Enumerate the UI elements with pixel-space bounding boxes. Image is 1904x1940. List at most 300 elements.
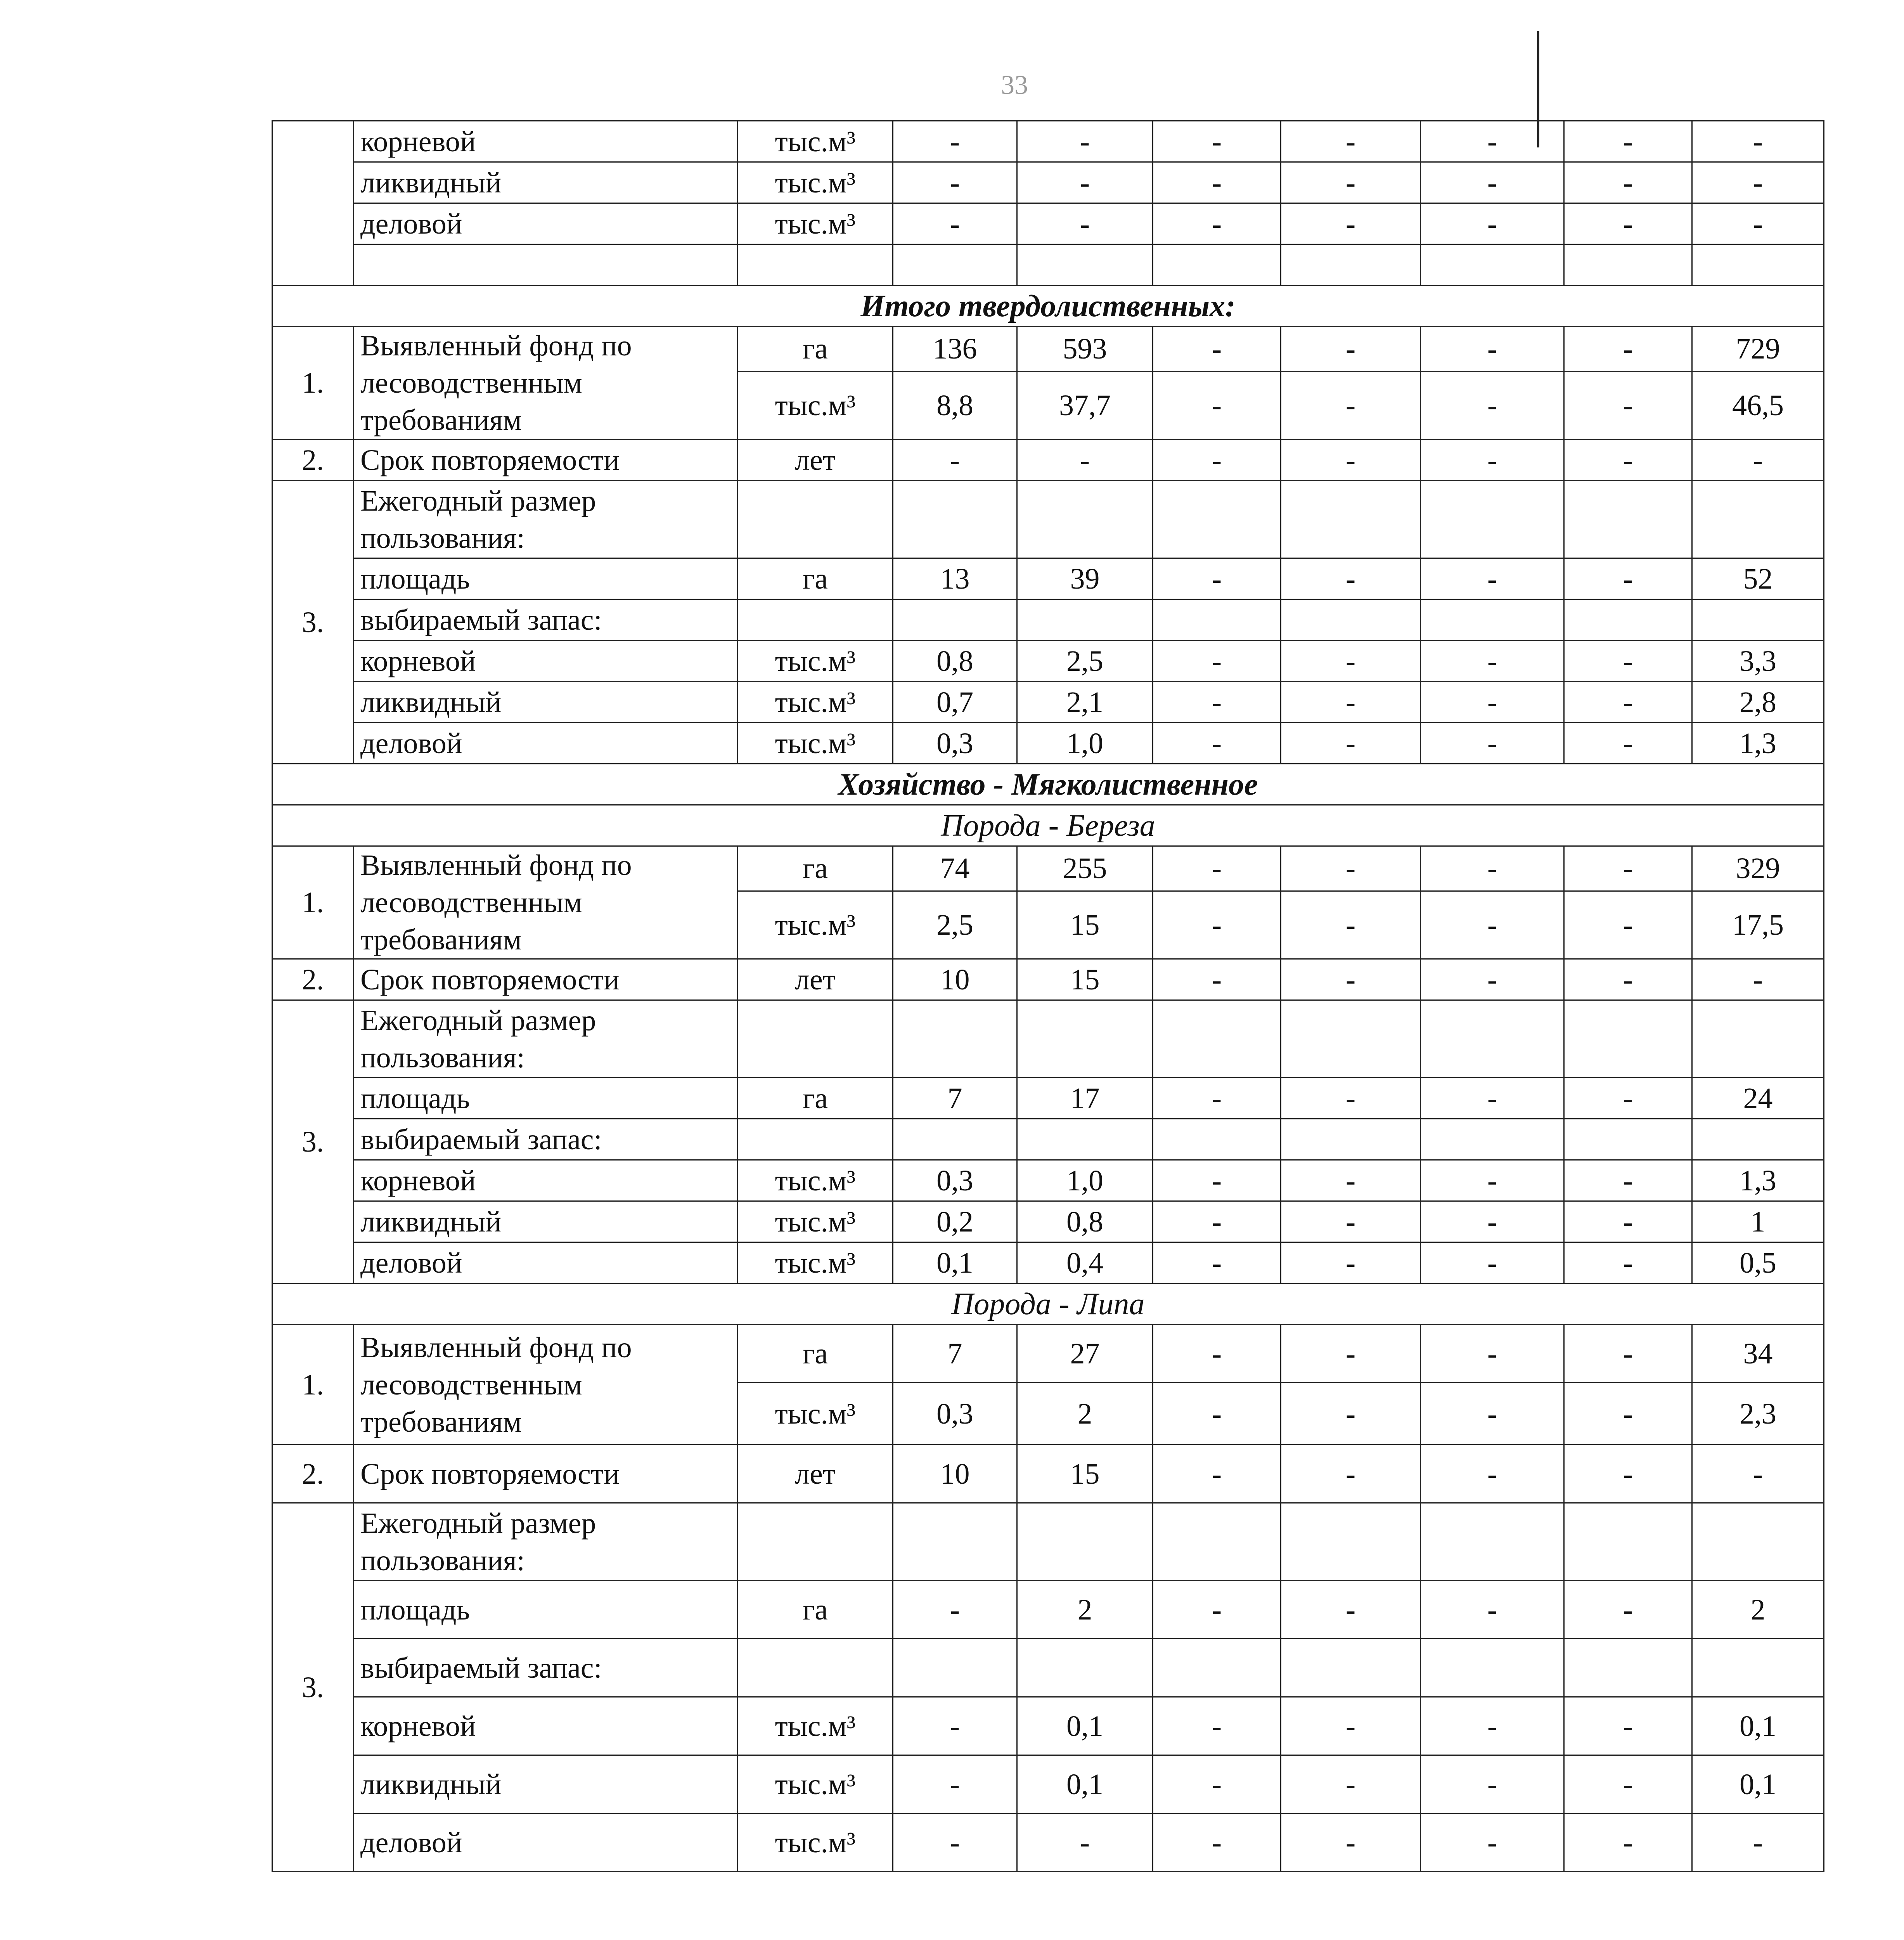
value-cell: 2,1: [1017, 682, 1153, 723]
value-cell: -: [1564, 1078, 1692, 1119]
num-cell: [272, 121, 354, 286]
value-cell: 13: [893, 558, 1017, 599]
value-cell: -: [1421, 1445, 1564, 1503]
value-cell: -: [1421, 1755, 1564, 1814]
value-cell: -: [893, 1697, 1017, 1755]
value-cell: -: [1153, 1445, 1281, 1503]
value-cell: -: [1281, 1697, 1421, 1755]
value-cell: -: [1692, 440, 1824, 481]
value-cell: -: [893, 1581, 1017, 1639]
area-label: площадь: [354, 1078, 738, 1119]
value-cell: -: [1421, 558, 1564, 599]
empty-cell: [893, 1119, 1017, 1160]
value-cell: -: [1421, 1383, 1564, 1445]
value-cell: 39: [1017, 558, 1153, 599]
empty-cell: [1692, 1119, 1824, 1160]
value-cell: 0,1: [1017, 1755, 1153, 1814]
value-cell: -: [1692, 121, 1824, 162]
value-cell: -: [1153, 371, 1281, 439]
value-cell: 2: [1017, 1581, 1153, 1639]
item-number: 3.: [272, 1503, 354, 1872]
value-cell: 329: [1692, 846, 1824, 891]
value-cell: -: [1281, 1755, 1421, 1814]
unit-cell: тыс.м³: [738, 1755, 893, 1814]
value-cell: -: [1564, 891, 1692, 959]
value-cell: -: [1421, 121, 1564, 162]
empty-cell: [1564, 1000, 1692, 1078]
empty-cell: [1153, 244, 1281, 286]
item-number: 2.: [272, 1445, 354, 1503]
value-cell: 0,3: [893, 723, 1017, 764]
value-cell: -: [1153, 641, 1281, 682]
value-cell: -: [1421, 1078, 1564, 1119]
stock-row: [272, 599, 1824, 641]
value-cell: 0,1: [893, 1242, 1017, 1284]
value-cell: -: [1281, 1242, 1421, 1284]
empty-cell: [1153, 1503, 1281, 1581]
annual-row: [272, 1503, 1824, 1581]
empty-cell: [1421, 1000, 1564, 1078]
empty-cell: [1153, 599, 1281, 641]
value-cell: 27: [1017, 1325, 1153, 1383]
empty-cell: [1421, 1639, 1564, 1697]
empty-cell: [1281, 1503, 1421, 1581]
value-cell: -: [1564, 723, 1692, 764]
empty-cell: [1281, 1000, 1421, 1078]
value-cell: 2,5: [893, 891, 1017, 959]
section-heading-row: [272, 805, 1824, 846]
business-row: [272, 723, 1824, 764]
value-cell: 0,3: [893, 1383, 1017, 1445]
unit-cell: тыс.м³: [738, 121, 893, 162]
value-cell: -: [1153, 891, 1281, 959]
value-cell: -: [1153, 203, 1281, 244]
value-cell: 2: [1692, 1581, 1824, 1639]
value-cell: 15: [1017, 891, 1153, 959]
value-cell: 8,8: [893, 371, 1017, 439]
empty-cell: [893, 1000, 1017, 1078]
value-cell: 7: [893, 1078, 1017, 1119]
linden-heading: Порода - Липа: [272, 1284, 1824, 1325]
area-row: [272, 1581, 1824, 1639]
value-cell: 10: [893, 959, 1017, 1000]
value-cell: -: [1421, 682, 1564, 723]
area-label: площадь: [354, 558, 738, 599]
item-number: 1.: [272, 327, 354, 440]
item-number: 3.: [272, 481, 354, 764]
value-cell: -: [1017, 203, 1153, 244]
item-number: 2.: [272, 959, 354, 1000]
value-cell: -: [893, 121, 1017, 162]
root-row: [272, 1697, 1824, 1755]
business-label: деловой: [354, 723, 738, 764]
fund-row: [272, 327, 1824, 372]
value-cell: 0,7: [893, 682, 1017, 723]
row-label: ликвидный: [354, 162, 738, 203]
empty-cell: [893, 1639, 1017, 1697]
value-cell: -: [1153, 846, 1281, 891]
value-cell: -: [1421, 1581, 1564, 1639]
value-cell: 0,8: [1017, 1201, 1153, 1242]
value-cell: 7: [893, 1325, 1017, 1383]
totals-heading: Итого твердолиственных:: [272, 286, 1824, 327]
value-cell: -: [1692, 162, 1824, 203]
value-cell: -: [1153, 1160, 1281, 1201]
liquid-row: [272, 1201, 1824, 1242]
value-cell: 10: [893, 1445, 1017, 1503]
continuation-row: [272, 121, 1824, 162]
empty-cell: [893, 599, 1017, 641]
value-cell: -: [1421, 1242, 1564, 1284]
root-label: корневой: [354, 1697, 738, 1755]
value-cell: -: [1564, 1160, 1692, 1201]
empty-cell: [1153, 1119, 1281, 1160]
empty-cell: [1281, 1639, 1421, 1697]
empty-cell: [1017, 599, 1153, 641]
fund-row: [272, 846, 1824, 891]
value-cell: -: [1153, 121, 1281, 162]
empty-cell: [1692, 1503, 1824, 1581]
empty-cell: [1281, 599, 1421, 641]
unit-cell: га: [738, 1581, 893, 1639]
value-cell: -: [1692, 1445, 1824, 1503]
value-cell: -: [1564, 1242, 1692, 1284]
value-cell: -: [1153, 1078, 1281, 1119]
empty-row: [272, 244, 1824, 286]
value-cell: 74: [893, 846, 1017, 891]
value-cell: -: [1421, 891, 1564, 959]
empty-cell: [1421, 1503, 1564, 1581]
section-heading-row: [272, 764, 1824, 805]
value-cell: -: [1281, 1581, 1421, 1639]
value-cell: 593: [1017, 327, 1153, 372]
unit-cell: тыс.м³: [738, 1201, 893, 1242]
value-cell: -: [1564, 1755, 1692, 1814]
value-cell: -: [1692, 203, 1824, 244]
empty-cell: [1564, 1503, 1692, 1581]
value-cell: -: [1281, 121, 1421, 162]
item-number: 1.: [272, 846, 354, 959]
empty-cell: [738, 244, 893, 286]
value-cell: -: [1564, 371, 1692, 439]
value-cell: -: [1153, 1755, 1281, 1814]
empty-cell: [1017, 244, 1153, 286]
continuation-row: [272, 203, 1824, 244]
empty-cell: [1692, 244, 1824, 286]
annual-row: [272, 1000, 1824, 1078]
unit-cell: га: [738, 1325, 893, 1383]
root-label: корневой: [354, 1160, 738, 1201]
root-row: [272, 1160, 1824, 1201]
period-label: Срок повторяемости: [354, 440, 738, 481]
unit-cell: тыс.м³: [738, 891, 893, 959]
area-label: площадь: [354, 1581, 738, 1639]
unit-cell: лет: [738, 959, 893, 1000]
period-row: [272, 440, 1824, 481]
value-cell: -: [1564, 1201, 1692, 1242]
unit-cell: лет: [738, 440, 893, 481]
value-cell: -: [1153, 440, 1281, 481]
empty-cell: [893, 244, 1017, 286]
value-cell: -: [1564, 1581, 1692, 1639]
empty-cell: [738, 1000, 893, 1078]
value-cell: -: [1421, 1325, 1564, 1383]
business-label: деловой: [354, 1242, 738, 1284]
value-cell: 15: [1017, 1445, 1153, 1503]
page-number: 33: [1001, 70, 1028, 100]
empty-cell: [1153, 1639, 1281, 1697]
value-cell: -: [1153, 1697, 1281, 1755]
empty-cell: [738, 1639, 893, 1697]
value-cell: -: [1564, 203, 1692, 244]
value-cell: -: [1564, 162, 1692, 203]
stock-label: выбираемый запас:: [354, 599, 738, 641]
unit-cell: тыс.м³: [738, 1242, 893, 1284]
unit-cell: га: [738, 558, 893, 599]
value-cell: -: [1281, 1201, 1421, 1242]
value-cell: -: [1153, 1383, 1281, 1445]
liquid-label: ликвидный: [354, 1755, 738, 1814]
unit-cell: тыс.м³: [738, 641, 893, 682]
unit-cell: га: [738, 846, 893, 891]
empty-cell: [1421, 481, 1564, 558]
annual-row: [272, 481, 1824, 558]
section-heading-row: [272, 1284, 1824, 1325]
stock-label: выбираемый запас:: [354, 1119, 738, 1160]
value-cell: 0,1: [1692, 1697, 1824, 1755]
annual-label: Ежегодный размер пользования:: [354, 1503, 738, 1581]
empty-cell: [1421, 1119, 1564, 1160]
empty-cell: [1153, 481, 1281, 558]
period-row: [272, 1445, 1824, 1503]
value-cell: -: [1421, 327, 1564, 372]
value-cell: 1,0: [1017, 1160, 1153, 1201]
area-row: [272, 1078, 1824, 1119]
value-cell: -: [1421, 846, 1564, 891]
business-row: [272, 1814, 1824, 1872]
empty-cell: [1017, 481, 1153, 558]
fund-label: Выявленный фонд по лесоводственным требованиям: [354, 327, 738, 440]
value-cell: -: [893, 1814, 1017, 1872]
stock-label: выбираемый запас:: [354, 1639, 738, 1697]
value-cell: -: [1421, 203, 1564, 244]
value-cell: -: [1564, 558, 1692, 599]
empty-cell: [738, 599, 893, 641]
business-label: деловой: [354, 1814, 738, 1872]
value-cell: -: [1564, 1814, 1692, 1872]
value-cell: 34: [1692, 1325, 1824, 1383]
value-cell: -: [1153, 1325, 1281, 1383]
stock-row: [272, 1119, 1824, 1160]
fund-label: Выявленный фонд по лесоводственным требованиям: [354, 1325, 738, 1445]
value-cell: -: [1281, 1445, 1421, 1503]
value-cell: 0,4: [1017, 1242, 1153, 1284]
stock-row: [272, 1639, 1824, 1697]
value-cell: -: [1421, 1160, 1564, 1201]
root-row: [272, 641, 1824, 682]
value-cell: -: [893, 162, 1017, 203]
empty-cell: [354, 244, 738, 286]
value-cell: 17: [1017, 1078, 1153, 1119]
value-cell: 0,8: [893, 641, 1017, 682]
empty-cell: [738, 1503, 893, 1581]
value-cell: -: [1281, 162, 1421, 203]
liquid-label: ликвидный: [354, 1201, 738, 1242]
value-cell: 1: [1692, 1201, 1824, 1242]
value-cell: 136: [893, 327, 1017, 372]
unit-cell: тыс.м³: [738, 203, 893, 244]
value-cell: 2,5: [1017, 641, 1153, 682]
value-cell: -: [1421, 1201, 1564, 1242]
value-cell: 1,3: [1692, 723, 1824, 764]
unit-cell: тыс.м³: [738, 371, 893, 439]
area-row: [272, 558, 1824, 599]
value-cell: 15: [1017, 959, 1153, 1000]
value-cell: -: [1421, 371, 1564, 439]
value-cell: 0,1: [1017, 1697, 1153, 1755]
value-cell: -: [1281, 1383, 1421, 1445]
value-cell: -: [1421, 1697, 1564, 1755]
value-cell: -: [1281, 723, 1421, 764]
empty-cell: [1692, 1000, 1824, 1078]
unit-cell: тыс.м³: [738, 1160, 893, 1201]
item-number: 2.: [272, 440, 354, 481]
period-label: Срок повторяемости: [354, 1445, 738, 1503]
value-cell: -: [1017, 1814, 1153, 1872]
unit-cell: тыс.м³: [738, 1383, 893, 1445]
root-label: корневой: [354, 641, 738, 682]
empty-cell: [1017, 1000, 1153, 1078]
value-cell: 1,0: [1017, 723, 1153, 764]
value-cell: -: [1564, 1325, 1692, 1383]
empty-cell: [893, 481, 1017, 558]
value-cell: -: [1153, 327, 1281, 372]
value-cell: -: [1153, 162, 1281, 203]
value-cell: 24: [1692, 1078, 1824, 1119]
soft-heading: Хозяйство - Мягколиственное: [272, 764, 1824, 805]
value-cell: 46,5: [1692, 371, 1824, 439]
empty-cell: [893, 1503, 1017, 1581]
empty-cell: [1017, 1639, 1153, 1697]
continuation-row: [272, 162, 1824, 203]
empty-cell: [1564, 481, 1692, 558]
empty-cell: [1564, 599, 1692, 641]
value-cell: 0,2: [893, 1201, 1017, 1242]
business-row: [272, 1242, 1824, 1284]
value-cell: 17,5: [1692, 891, 1824, 959]
value-cell: 2: [1017, 1383, 1153, 1445]
value-cell: -: [1564, 1445, 1692, 1503]
row-label: деловой: [354, 203, 738, 244]
value-cell: -: [1281, 682, 1421, 723]
value-cell: -: [1281, 1160, 1421, 1201]
unit-cell: тыс.м³: [738, 1814, 893, 1872]
value-cell: -: [1017, 440, 1153, 481]
unit-cell: га: [738, 1078, 893, 1119]
value-cell: 0,5: [1692, 1242, 1824, 1284]
value-cell: 0,1: [1692, 1755, 1824, 1814]
value-cell: 255: [1017, 846, 1153, 891]
empty-cell: [1281, 244, 1421, 286]
liquid-row: [272, 682, 1824, 723]
value-cell: 2,8: [1692, 682, 1824, 723]
value-cell: -: [1153, 1581, 1281, 1639]
value-cell: -: [1281, 440, 1421, 481]
unit-cell: тыс.м³: [738, 162, 893, 203]
value-cell: -: [1281, 558, 1421, 599]
period-label: Срок повторяемости: [354, 959, 738, 1000]
value-cell: -: [1421, 440, 1564, 481]
value-cell: -: [893, 1755, 1017, 1814]
value-cell: -: [1281, 327, 1421, 372]
unit-cell: га: [738, 327, 893, 372]
value-cell: -: [1017, 121, 1153, 162]
empty-cell: [1281, 1119, 1421, 1160]
value-cell: -: [1564, 682, 1692, 723]
section-heading-row: [272, 286, 1824, 327]
value-cell: -: [1564, 327, 1692, 372]
value-cell: -: [1281, 1078, 1421, 1119]
empty-cell: [1692, 599, 1824, 641]
value-cell: -: [1421, 959, 1564, 1000]
value-cell: -: [1153, 1201, 1281, 1242]
value-cell: -: [1281, 1325, 1421, 1383]
liquid-label: ликвидный: [354, 682, 738, 723]
value-cell: -: [1564, 440, 1692, 481]
value-cell: -: [1281, 203, 1421, 244]
value-cell: -: [1153, 959, 1281, 1000]
empty-cell: [738, 1119, 893, 1160]
unit-cell: тыс.м³: [738, 723, 893, 764]
annual-label: Ежегодный размер пользования:: [354, 481, 738, 558]
value-cell: -: [1564, 1697, 1692, 1755]
value-cell: -: [1017, 162, 1153, 203]
empty-cell: [1564, 1639, 1692, 1697]
item-number: 1.: [272, 1325, 354, 1445]
unit-cell: тыс.м³: [738, 682, 893, 723]
value-cell: -: [893, 440, 1017, 481]
value-cell: 2,3: [1692, 1383, 1824, 1445]
value-cell: -: [1281, 1814, 1421, 1872]
liquid-row: [272, 1755, 1824, 1814]
value-cell: 37,7: [1017, 371, 1153, 439]
value-cell: -: [1564, 1383, 1692, 1445]
empty-cell: [1017, 1119, 1153, 1160]
value-cell: 729: [1692, 327, 1824, 372]
value-cell: -: [1564, 846, 1692, 891]
row-label: корневой: [354, 121, 738, 162]
empty-cell: [1564, 1119, 1692, 1160]
empty-cell: [1692, 481, 1824, 558]
forest-use-table: [272, 120, 1824, 1872]
value-cell: 1,3: [1692, 1160, 1824, 1201]
value-cell: -: [1153, 723, 1281, 764]
item-number: 3.: [272, 1000, 354, 1284]
value-cell: -: [1692, 1814, 1824, 1872]
annual-label: Ежегодный размер пользования:: [354, 1000, 738, 1078]
value-cell: -: [1281, 846, 1421, 891]
value-cell: -: [1421, 1814, 1564, 1872]
value-cell: -: [1421, 723, 1564, 764]
empty-cell: [738, 481, 893, 558]
fund-row: [272, 1325, 1824, 1383]
unit-cell: лет: [738, 1445, 893, 1503]
value-cell: 52: [1692, 558, 1824, 599]
empty-cell: [1421, 599, 1564, 641]
value-cell: -: [1564, 641, 1692, 682]
birch-heading: Порода - Береза: [272, 805, 1824, 846]
value-cell: -: [1564, 121, 1692, 162]
